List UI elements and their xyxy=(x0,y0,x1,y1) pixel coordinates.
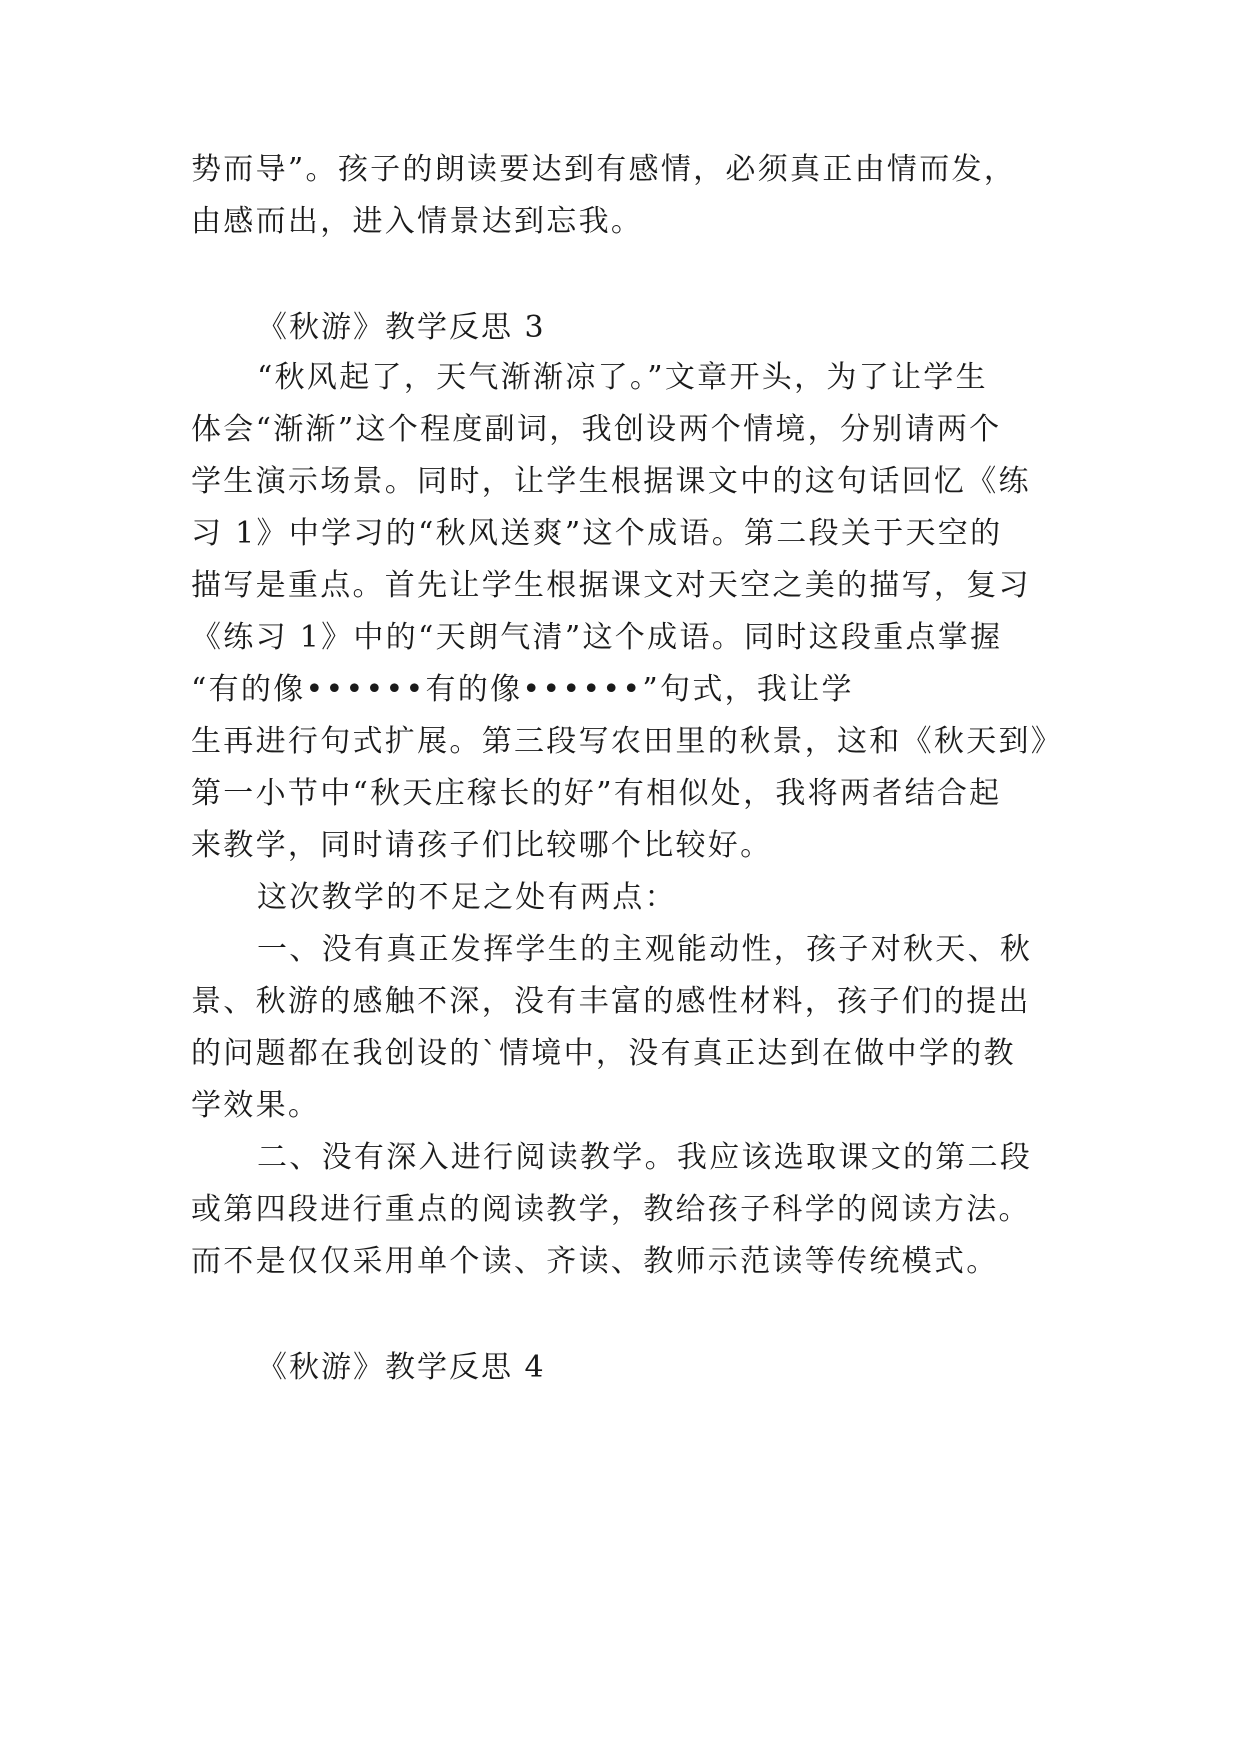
body-text-line: 而不是仅仅采用单个读、齐读、教师示范读等传统模式。 xyxy=(191,1244,999,1279)
body-text-line: 一、没有真正发挥学生的主观能动性，孩子对秋天、秋 xyxy=(257,932,1033,967)
body-text-line: 第一小节中“秋天庄稼长的好”有相似处，我将两者结合起 xyxy=(191,776,1002,811)
body-text-line: 生再进行句式扩展。第三段写农田里的秋景，这和《秋天到》 xyxy=(191,724,1064,759)
body-text-line: 这次教学的不足之处有两点： xyxy=(257,880,677,915)
section-heading: 《秋游》教学反思 3 xyxy=(257,310,546,345)
body-text-line: 学生演示场景。同时，让学生根据课文中的这句话回忆《练 xyxy=(191,464,1031,499)
body-text-line: “秋风起了，天气渐渐凉了。”文章开头，为了让学生 xyxy=(257,360,988,395)
body-text-line: 来教学，同时请孩子们比较哪个比较好。 xyxy=(191,828,773,863)
body-text-line: 的问题都在我创设的`情境中，没有真正达到在做中学的教 xyxy=(191,1036,1016,1071)
body-text-line: 由感而出，进入情景达到忘我。 xyxy=(191,204,644,239)
body-text-line: 学效果。 xyxy=(191,1088,321,1123)
body-text-line: 体会“渐渐”这个程度副词，我创设两个情境，分别请两个 xyxy=(191,412,1002,447)
body-text-line: “有的像••••••有的像••••••”句式，我让学 xyxy=(191,672,854,707)
body-text-line: 《练习 1》中的“天朗气清”这个成语。同时这段重点掌握 xyxy=(191,620,1003,655)
body-text-line: 习 1》中学习的“秋风送爽”这个成语。第二段关于天空的 xyxy=(191,516,1003,551)
body-text-line: 或第四段进行重点的阅读教学，教给孩子科学的阅读方法。 xyxy=(191,1192,1031,1227)
body-text-line: 景、秋游的感触不深，没有丰富的感性材料，孩子们的提出 xyxy=(191,984,1031,1019)
body-text-line: 势而导”。孩子的朗读要达到有感情，必须真正由情而发， xyxy=(191,152,1017,187)
section-heading: 《秋游》教学反思 4 xyxy=(257,1350,546,1385)
body-text-line: 二、没有深入进行阅读教学。我应该选取课文的第二段 xyxy=(257,1140,1033,1175)
body-text-line: 描写是重点。首先让学生根据课文对天空之美的描写，复习 xyxy=(191,568,1031,603)
